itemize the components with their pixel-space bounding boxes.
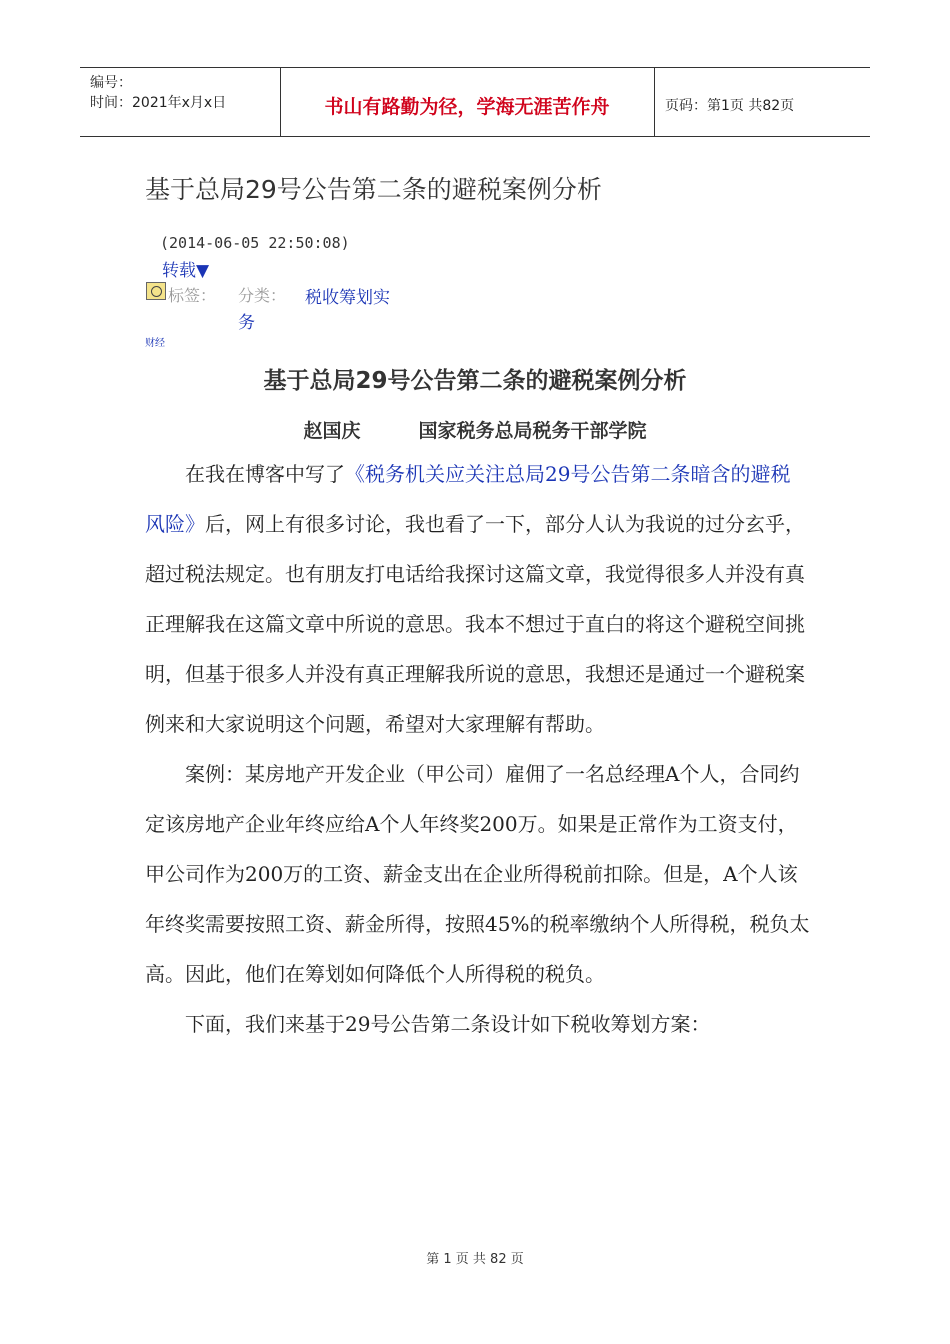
article-body (145, 449, 810, 1049)
author-org: 国家税务总局税务干部学院 (418, 420, 647, 442)
tags-label: 标签： (168, 286, 217, 305)
paragraph-2: 案例：某房地产开发企业（甲公司）雇佣了一名总经理A个人，合同约定该房地产企业年终应给A个人年终奖200万。如果是正常作为工资支付，甲公司作为200万的工资、薪金支出在企业所得税前扣除。但是，A个人该年终奖需要按照工资、薪金所得，按照45%的税率缴纳个人所得税，税负太高。因此，他们在筹划如何降低个人所得税的税负。 (145, 762, 810, 986)
category-label: 分类： (238, 286, 287, 305)
p1-text-pre: 在我在博客中写了 (185, 462, 345, 486)
p1-text-post: 后，网上有很多讨论，我也看了一下，部分人认为我说的过分玄乎，超过税法规定。也有朋友打电话给我探讨这篇文章，我觉得很多人并没有真正理解我在这篇文章中所说的意思。我本不想过于直白的将这个避税空间挑明，但基于很多人并没有真正理解我所说的意思，我想还是通过一个避税案例来和大家说明这个问题，希望对大家理解有帮助。 (145, 512, 805, 736)
tag-icon (146, 282, 166, 300)
page-info: 页码：第1页 共82页 (665, 98, 795, 114)
category-link-continued[interactable]: 务 (238, 313, 255, 333)
related-article-link[interactable]: 《税务机关应关注总局29号公告第二条暗含的避税风险》 (145, 462, 791, 536)
header-page-cell (655, 68, 870, 136)
post-date: (2014-06-05 22:50:08) (160, 234, 350, 252)
time-label: 时间：2021年x月x日 (90, 95, 227, 111)
number-label: 编号： (90, 75, 132, 91)
paragraph-3: 下面，我们来基于29号公告第二条设计如下税收筹划方案： (185, 1012, 711, 1036)
header-motto-cell (280, 68, 655, 136)
blog-title: 基于总局29号公告第二条的避税案例分析 (145, 175, 602, 204)
author-name: 赵国庆 (303, 420, 361, 442)
author-line (0, 416, 950, 443)
repost-link[interactable]: 转载▼ (162, 261, 210, 281)
tag-link-finance[interactable]: 财经 (145, 338, 165, 349)
category-link[interactable]: 税收筹划实 (305, 288, 390, 308)
article-title: 基于总局29号公告第二条的避税案例分析 (263, 368, 687, 394)
paragraph-1 (145, 449, 810, 749)
header-meta-cell (80, 68, 281, 136)
document-header (80, 67, 870, 137)
page-footer: 第 1 页 共 82 页 (426, 1252, 524, 1267)
motto: 书山有路勤为径，学海无涯苦作舟 (324, 96, 610, 118)
